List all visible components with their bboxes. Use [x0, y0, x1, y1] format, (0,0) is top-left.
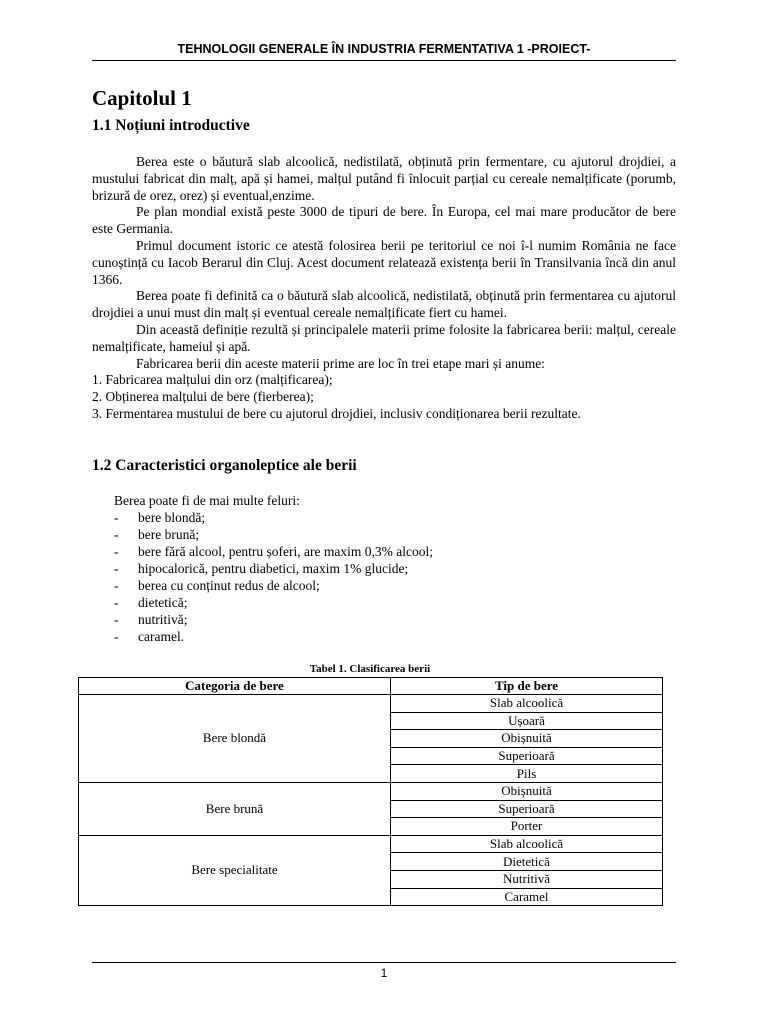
list-intro: Berea poate fi de mai multe feluri: [114, 493, 300, 508]
list-dash: - [114, 578, 119, 593]
process-step: 2. Obținerea malțului de bere (fierberea); [92, 389, 314, 405]
list-item: - dietetică; [114, 595, 188, 610]
list-dash: - [114, 510, 119, 525]
paragraph: Pe plan mondial există peste 3000 de tipuri de bere. În Europa, cel mai mare producător de bere este Germania. [92, 204, 676, 237]
column-header-category: Categoria de bere [79, 678, 391, 695]
type-cell: Ușoară [391, 712, 663, 730]
process-step: 1. Fabricarea malțului din orz (malțificarea); [92, 372, 333, 388]
paragraph: Fabricarea berii din aceste materii prime are loc în trei etape mari și anume: [136, 355, 545, 371]
list-dash: - [114, 561, 119, 576]
list-dash: - [114, 527, 119, 542]
list-dash: - [114, 612, 119, 627]
table-row [79, 695, 663, 713]
type-cell: Porter [391, 818, 663, 836]
section-1-1-body [92, 154, 676, 423]
beer-classification-table [78, 677, 663, 906]
process-step: 3. Fermentarea mustului de bere cu ajutorul drojdiei, inclusiv condiționarea berii rezultate. [92, 405, 581, 421]
type-cell: Slab alcoolică [391, 835, 663, 853]
list-dash: - [114, 595, 119, 610]
list-dash: - [114, 544, 119, 559]
table-row [79, 782, 663, 800]
paragraph: Berea este o băutură slab alcoolică, nedistilată, obținută prin fermentare, cu ajutorul drojdiei, a mustului fabricat din malț, apă și hamei, malțul putând fi înlocuit parțial cu cereale nemalțificate (porumb, brizură de orez, orez) și eventual,enzime. [92, 154, 676, 203]
list-dash: - [114, 629, 119, 644]
beer-kinds-list [114, 509, 674, 645]
list-item: - caramel. [114, 629, 185, 644]
table-row [79, 835, 663, 853]
category-cell: Bere specialitate [79, 835, 391, 905]
beer-kinds-block [114, 492, 674, 645]
category-cell: Bere brună [79, 782, 391, 835]
type-cell: Obișnuită [391, 782, 663, 800]
list-item: - bere fără alcool, pentru șoferi, are maxim 0,3% alcool; [114, 544, 433, 559]
type-cell: Nutritivă [391, 870, 663, 888]
type-cell: Obișnuită [391, 730, 663, 748]
paragraph: Din această definiție rezultă și principalele materii prime folosite la fabricarea berii: malțul, cereale nemalțificate, hameiul și apă. [92, 321, 676, 354]
paragraph: Primul document istoric ce atestă folosirea berii pe teritoriul ce noi î-l numim România ne face cunoștință cu Iacob Berarul din Cluj. Acest document relatează existența berii în Transilvania încă din anul 1366. [92, 237, 676, 287]
section-heading-1-1: 1.1 Noțiuni introductive [92, 117, 250, 134]
column-header-type: Tip de bere [391, 678, 663, 695]
footer-divider [92, 962, 676, 963]
list-item: - bere brună; [114, 527, 200, 542]
type-cell: Caramel [391, 888, 663, 906]
type-cell: Dietetică [391, 853, 663, 871]
list-item: - hipocalorică, pentru diabetici, maxim 1% glucide; [114, 561, 409, 576]
list-item: - bere blondă; [114, 510, 206, 525]
type-cell: Superioară [391, 800, 663, 818]
chapter-title: Capitolul 1 [92, 86, 192, 110]
header-divider [92, 60, 676, 61]
type-cell: Pils [391, 765, 663, 783]
list-item: - nutritivă; [114, 612, 188, 627]
type-cell: Slab alcoolică [391, 695, 663, 713]
table-caption: Tabel 1. Clasificarea berii [309, 663, 431, 675]
type-cell: Superioară [391, 747, 663, 765]
running-header: TEHNOLOGII GENERALE ÎN INDUSTRIA FERMENTATIVA 1 -PROIECT- [177, 42, 591, 56]
page-number: 1 [380, 966, 388, 980]
section-heading-1-2: 1.2 Caracteristici organoleptice ale berii [92, 457, 357, 474]
category-cell: Bere blondă [79, 695, 391, 783]
list-item: - berea cu conținut redus de alcool; [114, 578, 320, 593]
paragraph: Berea poate fi definită ca o băutură slab alcoolică, nedistilată, obținută prin fermentarea cu ajutorul drojdiei a unui must din malț și eventual cereale nemalțificate fiert cu hamei. [92, 288, 676, 321]
table-header-row [79, 678, 663, 695]
